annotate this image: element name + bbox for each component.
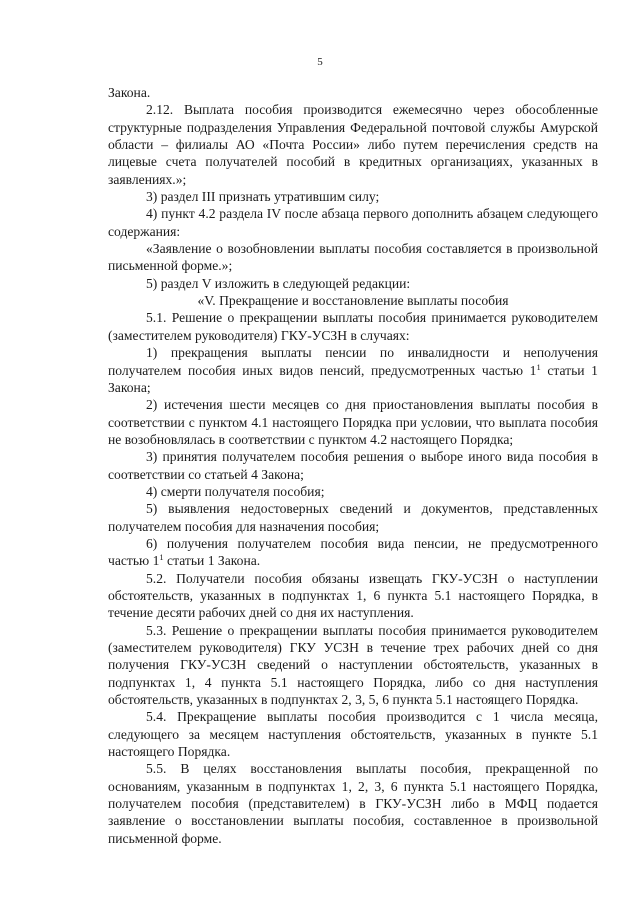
paragraph: Закона. [108, 85, 151, 100]
paragraph: 3) принятия получателем пособия решения о выборе иного вида пособия в соответствии со статьей 4 Закона; [108, 449, 598, 482]
paragraph: 6) получения получателем пособия вида пенсии, не предусмотренного частью $1^1$ статьи 1 Закона. [108, 535, 598, 569]
paragraph: 2.12. Выплата пособия производится ежемесячно через обособленные структурные подразделения Управления Федеральной почтовой службы Амурской области – филиалы АО «Почта России» либо путем перечисления средств на лицевые счета получателей пособий в кредитных организациях, указанных в заявлениях.»; [108, 102, 598, 187]
paragraph: 5.5. В целях восстановления выплаты пособия, прекращенной по основаниям, указанным в подпунктах 1, 2, 3, 6 пункта 5.1 настоящего Порядка, получателем пособия (представителем) в ГКУ-УСЗН либо в МФЦ подается заявление о восстановлении выплаты пособия, составленное в произвольной письменной форме. [108, 761, 598, 846]
paragraph: 2) истечения шести месяцев со дня приостановления выплаты пособия в соответствии с пунктом 4.1 настоящего Порядка при условии, что выплата пособия не возобновлялась в соответствии с пунктом 4.2 настоящего Порядка; [108, 397, 598, 447]
paragraph: 5.4. Прекращение выплаты пособия производится с 1 числа месяца, следующего за месяцем наступления обстоятельств, указанных в пункте 5.1 настоящего Порядка. [108, 709, 598, 760]
paragraph: 5.3. Решение о прекращении выплаты пособия принимается руководителем (заместителем руководителя) ГКУ УСЗН в течение трех рабочих дней со дня получения ГКУ-УСЗН сведений о наступлении обстоятельств, указанных в подпунктах 1, 4 пункта 5.1 настоящего Порядка, либо со дня наступления обстоятельств, указанных в подпунктах 2, 3, 5, 6 пункта 5.1 настоящего Порядка. [108, 622, 598, 708]
paragraph: 4) пункт 4.2 раздела IV после абзаца первого дополнить абзацем следующего содержания: [108, 206, 598, 239]
paragraph: 5.1. Решение о прекращении выплаты пособия принимается руководителем (заместителем руководителя) ГКУ-УСЗН в случаях: [108, 310, 598, 343]
paragraph: 1) прекращения выплаты пенсии по инвалидности и неполучения получателем пособия иных видов пенсий, предусмотренных частью $1^1$ статьи 1 Закона; [108, 345, 598, 395]
paragraph: «Заявление о возобновлении выплаты пособия составляется в произвольной письменной форме.»; [108, 241, 598, 274]
document-body [108, 84, 598, 847]
paragraph: 5.2. Получатели пособия обязаны извещать ГКУ-УСЗН о наступлении обстоятельств, указанных в подпунктах 1, 6 пункта 5.1 настоящего Порядка, в течение десяти рабочих дней со дня их наступления. [108, 570, 598, 621]
section-heading: «V. Прекращение и восстановление выплаты пособия [197, 293, 509, 309]
paragraph: 5) выявления недостоверных сведений и документов, представленных получателем пособия для назначения пособия; [108, 501, 598, 534]
paragraph: 5) раздел V изложить в следующей редакции: [146, 275, 411, 291]
paragraph: 4) смерти получателя пособия; [146, 483, 325, 499]
paragraph: 3) раздел III признать утратившим силу; [146, 189, 380, 205]
page-number: 5 [317, 56, 323, 68]
